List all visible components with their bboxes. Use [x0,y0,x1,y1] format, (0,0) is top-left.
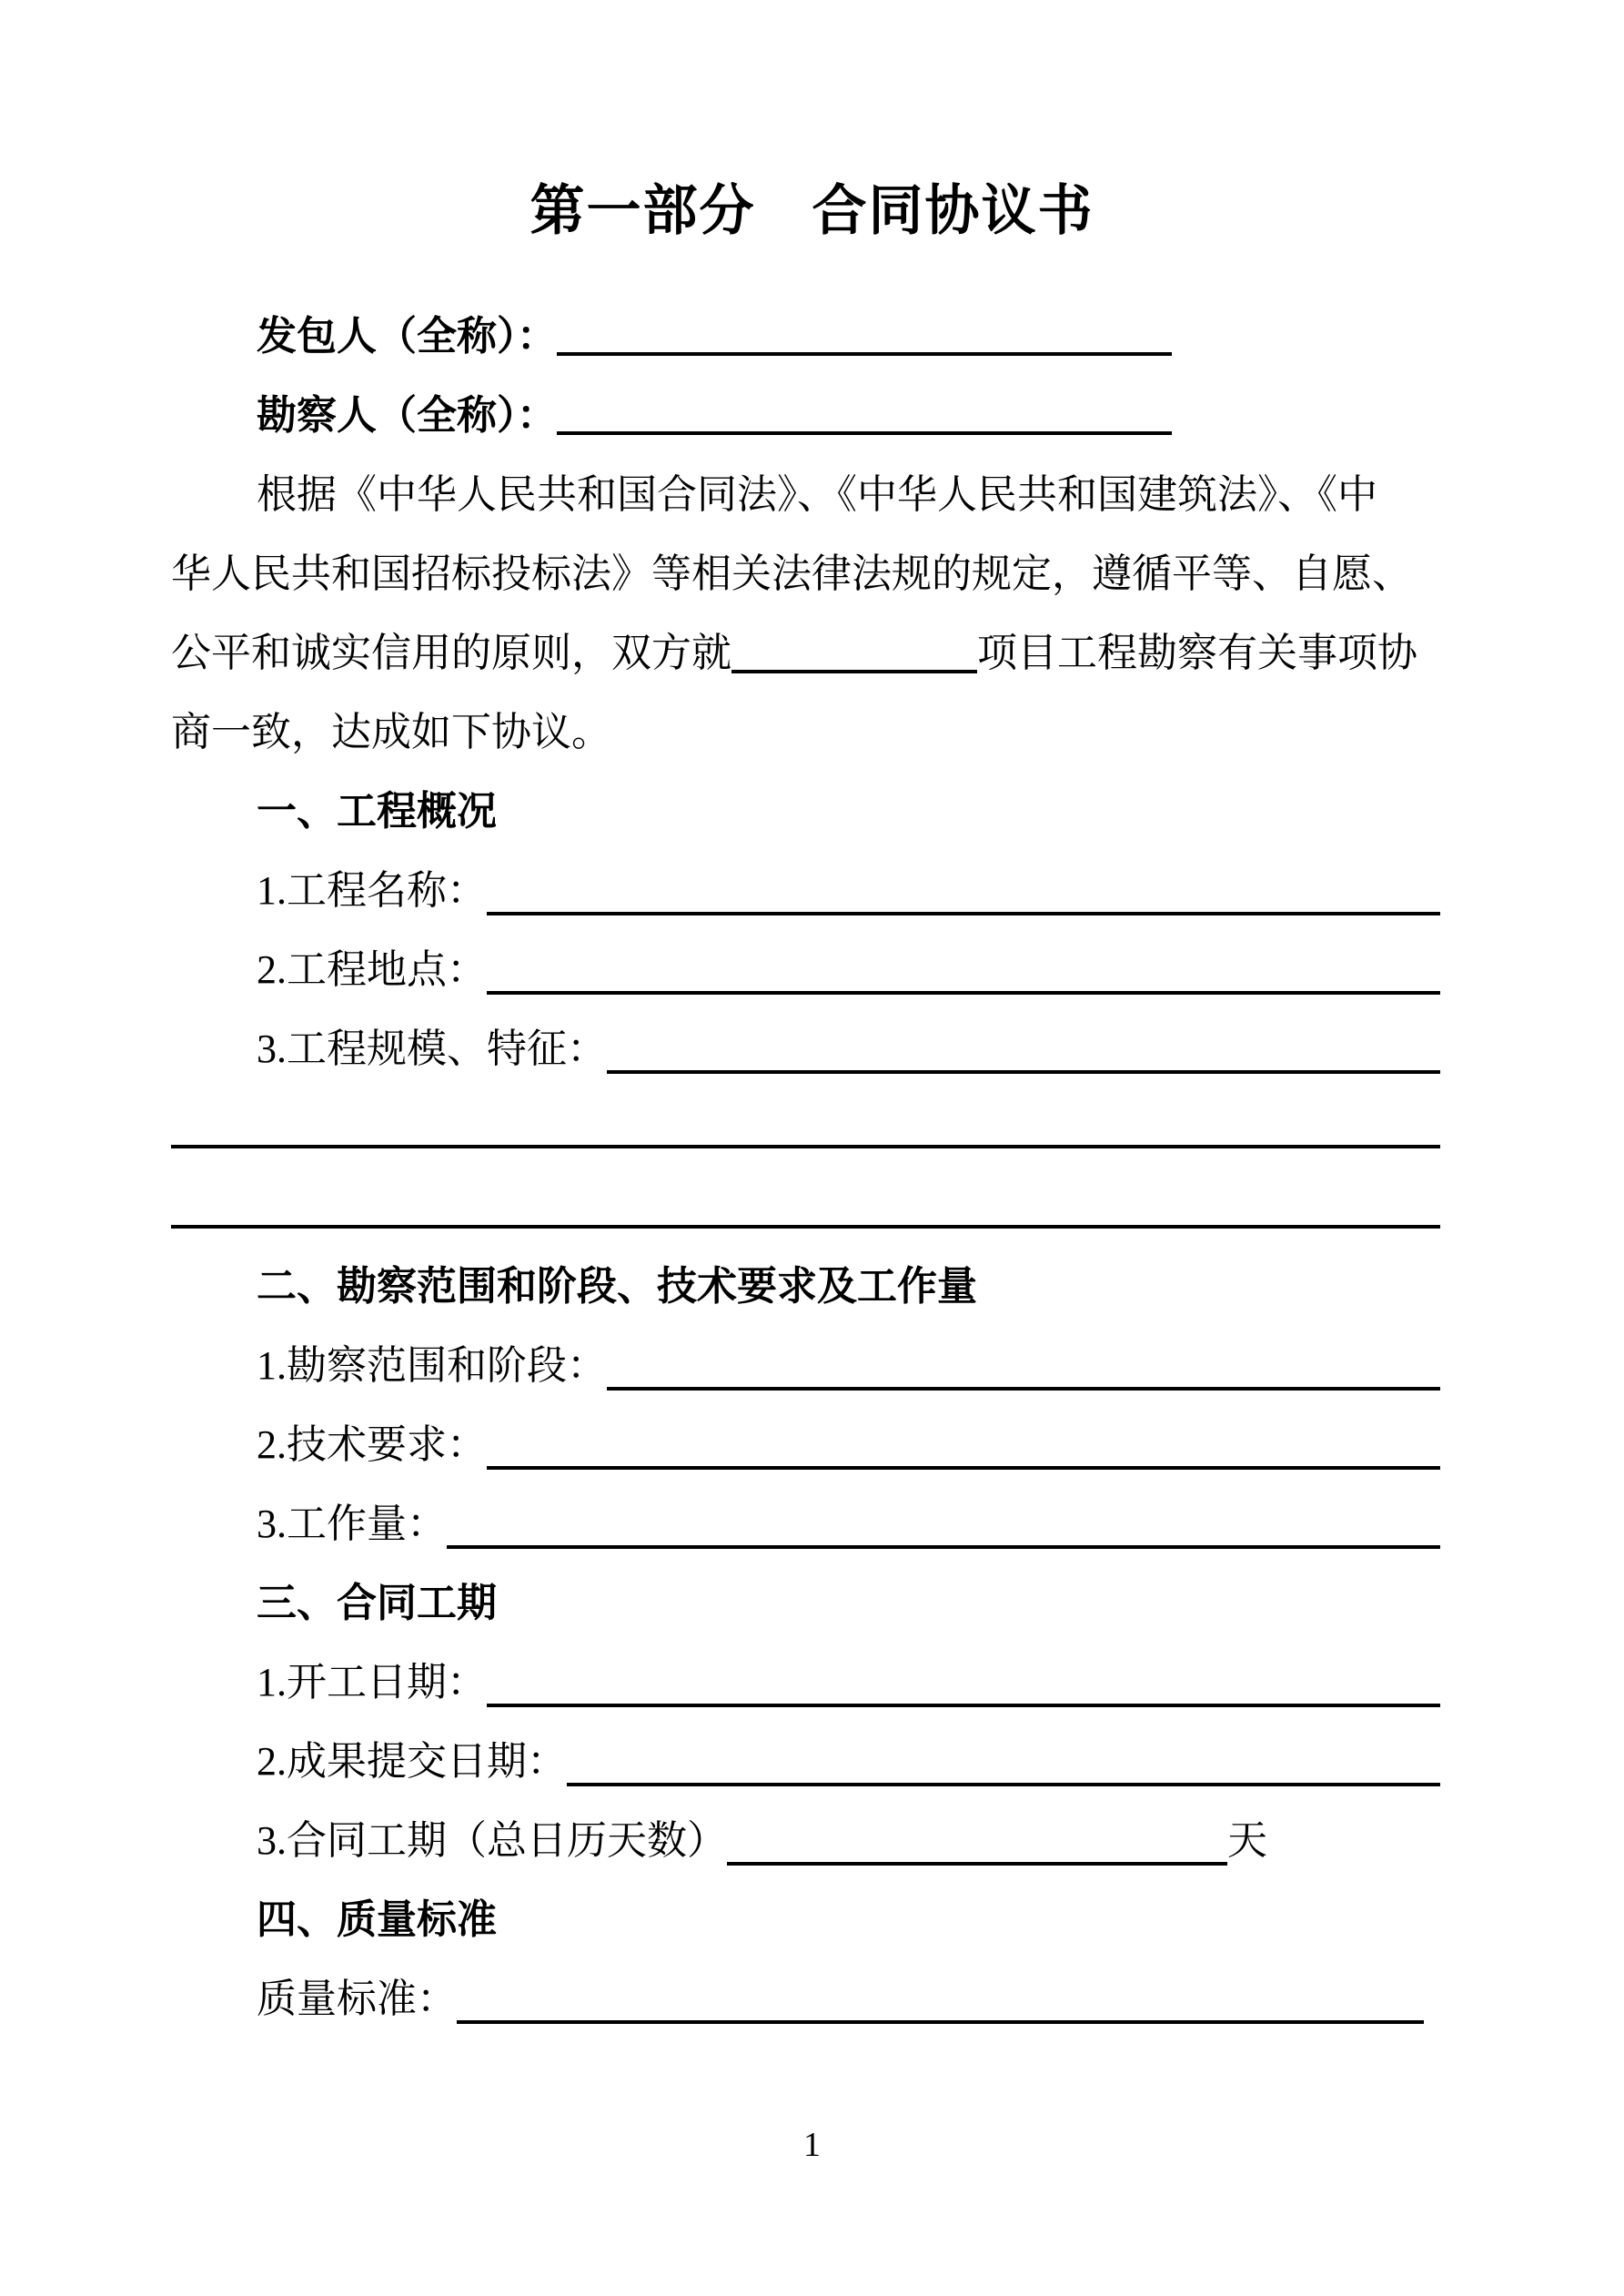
preamble-line-3-after: 项目工程勘察有关事项协 [977,631,1417,675]
quality-standard-row [171,1971,1440,2028]
technical-requirements-blank-field [487,1466,1440,1470]
continuation-blank-line-1 [171,1145,1440,1148]
start-date-blank-field [487,1704,1440,1707]
technical-requirements-label: 2.技术要求： [257,1422,487,1467]
preamble-line-3 [171,625,1440,682]
start-date-label: 1.开工日期： [257,1660,487,1704]
delivery-date-blank-field [567,1783,1440,1786]
preamble-line-3-before: 公平和诚实信用的原则，双方就 [171,631,731,675]
section-3-heading: 三、合同工期 [257,1581,497,1625]
project-name-row [171,863,1440,919]
quality-standard-blank-field [457,2020,1424,2024]
delivery-date-row [171,1734,1440,1790]
technical-requirements-row [171,1417,1440,1473]
project-scale-blank-field [607,1070,1440,1074]
survey-scope-blank-field [607,1387,1440,1391]
contract-duration-row [171,1813,1440,1869]
project-scale-label: 3.工程规模、特征： [257,1027,607,1071]
project-name-label: 1.工程名称： [257,868,487,913]
start-date-row [171,1654,1440,1711]
page-title: 第一部分 合同协议书 [530,180,1094,241]
quality-standard-label: 质量标准： [257,1977,457,2021]
contract-duration-blank-field [727,1862,1227,1866]
project-location-row [171,942,1440,998]
project-name-blank-field [487,912,1440,915]
workload-blank-field [447,1545,1440,1549]
surveyor-row [171,388,1440,444]
contract-duration-label: 3.合同工期（总日历天数） [257,1818,727,1863]
page-number: 1 [803,2126,821,2164]
surveyor-blank-field [557,431,1172,435]
continuation-blank-line-2 [171,1225,1440,1229]
surveyor-label: 勘察人（全称）： [257,393,557,438]
workload-row [171,1496,1440,1553]
employer-row [171,308,1440,365]
project-name-inline-blank-field [731,670,977,673]
project-scale-row [171,1021,1440,1077]
preamble-line-1: 根据《中华人民共和国合同法》、《中华人民共和国建筑法》、《中 [257,472,1377,517]
delivery-date-label: 2.成果提交日期： [257,1739,567,1784]
project-location-blank-field [487,991,1440,995]
workload-label: 3.工作量： [257,1502,447,1546]
project-location-label: 2.工程地点： [257,947,487,992]
employer-label: 发包人（全称）： [257,314,557,359]
employer-blank-field [557,352,1172,356]
preamble-line-4: 商一致，达成如下协议。 [171,710,611,754]
section-2-heading: 二、勘察范围和阶段、技术要求及工作量 [257,1264,977,1309]
section-1-heading: 一、工程概况 [257,789,497,834]
survey-scope-label: 1.勘察范围和阶段： [257,1343,607,1388]
survey-scope-row [171,1338,1440,1394]
contract-duration-unit-label: 天 [1227,1818,1267,1863]
preamble-line-2: 华人民共和国招标投标法》等相关法律法规的规定，遵循平等、自愿、 [171,551,1412,596]
section-4-heading: 四、质量标准 [257,1897,497,1942]
